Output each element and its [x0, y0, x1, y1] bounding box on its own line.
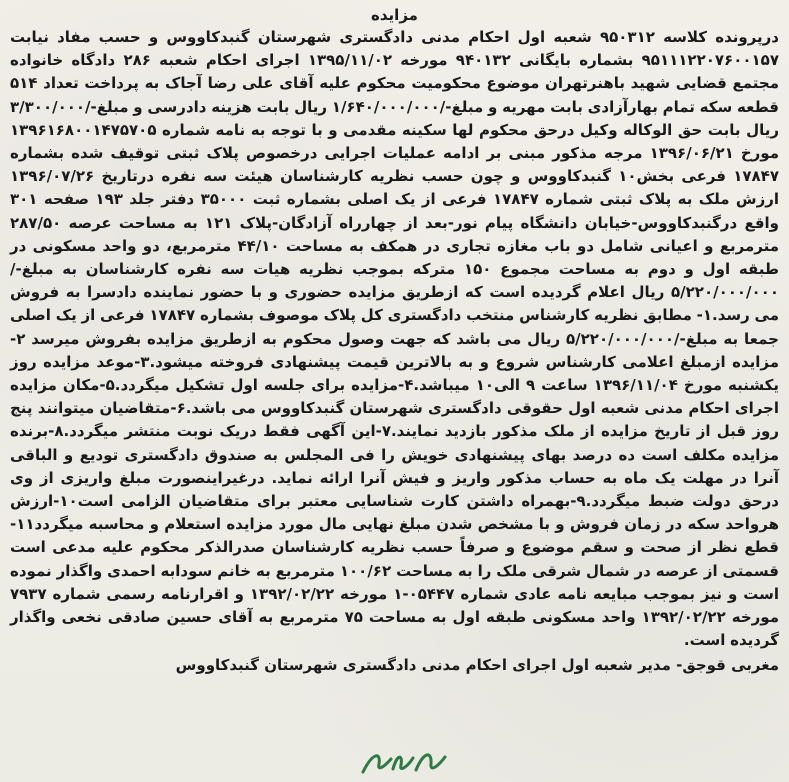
notice-body: درپرونده کلاسه ۹۵۰۳۱۲ شعبه اول احکام مدنی دادگستری شهرستان گنبدکاووس و حسب مفاد نیابت ۹۵۱۱۱۲۲۰۷۶۰۰۱۵۷ بشماره بایگانی ۹۴۰۱۳۲ مورخه ۱۳۹۵/۱۱/۰۲ اجرای احکام شعبه ۲۸۶ دادگاه خانواده مجتمع قضایی شهید باهنرتهران موضوع محکومیت محکوم علیه آقای علی رضا آجاک به پرداخت تعداد ۵۱۴ قطعه سکه تمام بهارآزادی بابت مهریه و مبلغ-/۱/۶۴۰/۰۰۰/۰۰۰ ریال بابت هزینه دادرسی و مبلغ-/۳/۳۰۰/۰۰۰ ریال بابت حق الوکاله وکیل درحق محکوم لها سکینه مقدمی و با توجه به نامه شماره ۱۳۹۶۱۶۸۰۰۱۴۷۵۷۰۵ مورخ ۱۳۹۶/۰۶/۲۱ مرجه مذکور مبنی بر ادامه عملیات اجرایی درخصوص پلاک ثبتی توقیف شده بشماره ۱۷۸۴۷ فرعی بخش۱۰ گنبدکاووس و چون حسب نظریه کارشناسان هیئت سه نفره درتاریخ ۱۳۹۶/۰۷/۲۶ ارزش ملک به پلاک ثبتی شماره ۱۷۸۴۷ فرعی از یک اصلی بشماره ثبت ۳۵۰۰۰ دفتر جلد ۱۹۳ صفحه ۳۰۱ واقع درگنبدکاووس-خیابان دانشگاه پیام نور-بعد از چهارراه آزادگان-پلاک ۱۲۱ به مساحت عرصه ۲۸۷/۵۰ مترمربع و اعیانی شامل دو باب مغازه تجاری در همکف به مساحت ۴۴/۱۰ مترمربع، دو واحد مسکونی در طبقه اول و دوم به مساحت مجموع ۱۵۰ مترکه بموجب نظریه هیات سه نفره کارشناسان به مبلغ-/۵/۲۲۰/۰۰۰/۰۰۰ ریال اعلام گردیده است که ازطریق مزایده حضوری و با حضور نماینده دادسرا به فروش می رسد.۱- مطابق نظریه کارشناس منتخب دادگستری کل پلاک موصوف بشماره ۱۷۸۴۷ فرعی از یک اصلی جمعا به مبلغ-/۵/۲۲۰/۰۰۰/۰۰۰ ریال می باشد که جهت وصول محکوم به ازطریق مزایده بفروش میرسد ۲-مزایده ازمبلغ اعلامی کارشناس شروع و به بالاترین قیمت پیشنهادی فروخته میشود.۳-موعد مزایده روز یکشنبه مورخ ۱۳۹۶/۱۱/۰۴ ساعت ۹ الی۱۰ میباشد.۴-مزایده برای جلسه اول تشکیل میگردد.۵-مکان مزایده اجرای احکام مدنی شعبه اول حقوقی دادگستری شهرستان گنبدکاووس می باشد.۶-متقاضیان میتوانند پنج روز قبل از تاریخ مزایده از ملک مذکور بازدید نمایند.۷-این آگهی فقط دریک نوبت منتشر میگردد.۸-برنده مزایده مکلف است ده درصد بهای پیشنهادی خویش را فی المجلس به صندوق دادگستری تودیع و الباقی آنرا در مهلت یک ماه به حساب مذکور واریز و فیش آنرا ارائه نماید. درغیراینصورت مبلغ واریزی از وی درحق دولت ضبط میگردد.۹-بهمراه داشتن کارت شناسایی معتبر برای متقاضیان الزامی است۱۰-ارزش هرواحد سکه در زمان فروش و با مشخص شدن مبلغ نهایی مال مورد مزایده استعلام و محاسبه میگردد۱۱- قطع نظر از صحت و سقم موضوع و صرفاً حسب نظریه کارشناسان صدرالذکر محکوم علیه مدعی است قسمتی از عرصه در شمال شرقی ملک را به مساحت ۱۰۰/۶۲ مترمربع به خانم سودابه احمدی واگذار نموده است و نیز بموجب مبایعه نامه عادی شماره ۰۵۴۴۷-۱ مورخه ۱۳۹۲/۰۲/۲۲ و اقرارنامه رسمی شماره ۷۹۳۷ مورخه ۱۳۹۲/۰۲/۲۲ واحد مسکونی طبقه اول به مساحت ۷۵ مترمربع به آقای حسین صادقی نخعی واگذار گردیده است. — [10, 28, 780, 650]
notice-title: مزایده — [371, 6, 418, 24]
notice-signature: مغربی قوجق- مدیر شعبه اول اجرای احکام مدنی دادگستری شهرستان گنبدکاووس — [175, 656, 779, 675]
handwritten-number-mark — [355, 742, 450, 782]
